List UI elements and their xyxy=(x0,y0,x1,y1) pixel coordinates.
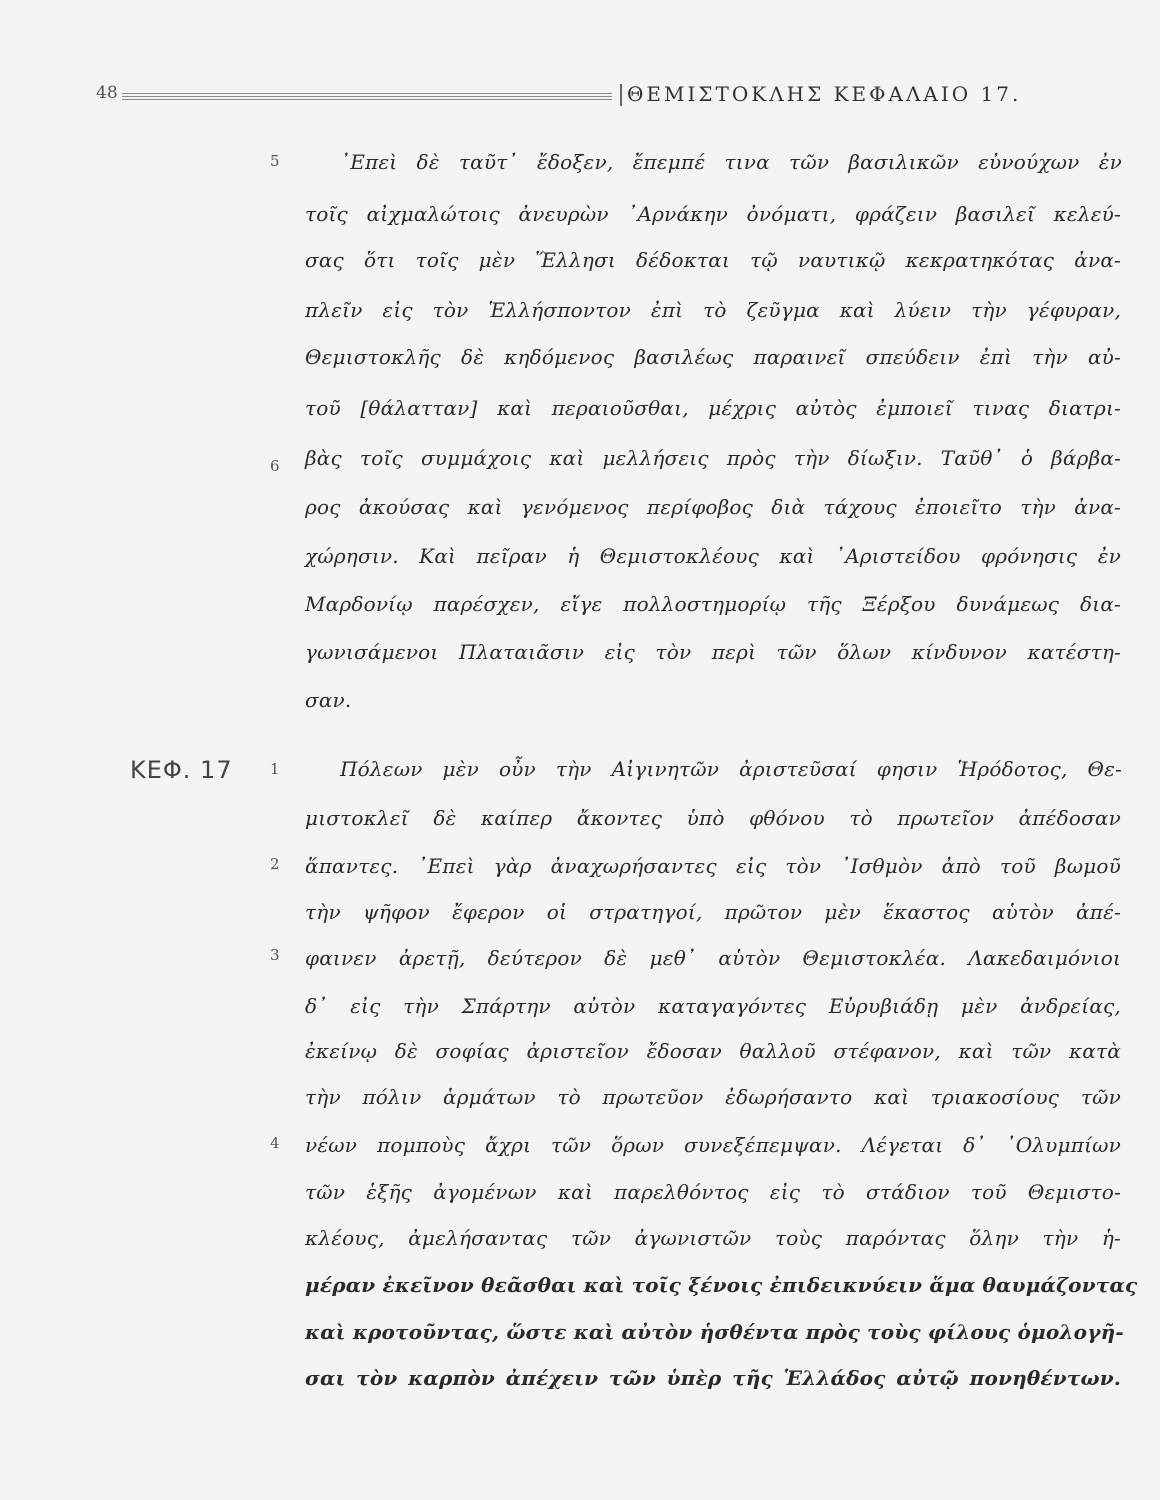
header-rule xyxy=(122,93,612,102)
margin-number: 5 xyxy=(270,152,280,170)
text-line: μιστοκλεῖ δὲ καίπερ ἄκοντες ὑπὸ φθόνου τὸ πρωτεῖον ἀπέδοσαν xyxy=(305,806,1121,830)
text-line: κλέους, ἀμελήσαντας τῶν ἀγωνιστῶν τοὺς παρόντας ὅλην τὴν ἡ- xyxy=(305,1226,1121,1250)
text-line: μέραν ἐκεῖνον θεᾶσθαι καὶ τοῖς ξένοις ἐπιδεικνύειν ἅμα θαυμάζοντας xyxy=(305,1273,1138,1297)
text-line: πλεῖν εἰς τὸν Ἑλλήσποντον ἐπὶ τὸ ζεῦγμα καὶ λύειν τὴν γέφυραν, xyxy=(305,298,1121,322)
page-number: 48 xyxy=(96,83,118,103)
text-line: φαινεν ἀρετῇ, δεύτερον δὲ μεθ᾿ αὑτὸν Θεμιστοκλέα. Λακεδαιμόνιοι xyxy=(305,946,1121,970)
text-line: βὰς τοῖς συμμάχοις καὶ μελλήσεις πρὸς τὴν δίωξιν. Ταῦθ᾿ ὁ βάρβα- xyxy=(305,446,1121,470)
margin-number: 4 xyxy=(270,1134,280,1152)
text-line: Πόλεων μὲν οὖν τὴν Αἰγινητῶν ἀριστεῦσαί φησιν Ἡρόδοτος, Θε- xyxy=(340,757,1122,781)
text-line: σαν. xyxy=(305,688,352,712)
text-line: νέων πομποὺς ἄχρι τῶν ὅρων συνεξέπεμψαν. Λέγεται δ᾿ ᾿Ολυμπίων xyxy=(305,1133,1121,1157)
running-title: ΘΕΜΙΣΤΟΚΛΗΣ ΚΕΦΑΛΑΙΟ 17. xyxy=(627,82,1022,106)
text-line: καὶ κροτοῦντας, ὥστε καὶ αὐτὸν ἡσθέντα πρὸς τοὺς φίλους ὁμολογῆ- xyxy=(305,1320,1124,1344)
text-line: Μαρδονίῳ παρέσχεν, εἴγε πολλοστημορίῳ τῆς Ξέρξου δυνάμεως δια- xyxy=(305,592,1121,616)
text-line: σαι τὸν καρπὸν ἀπέχειν τῶν ὑπὲρ τῆς Ἑλλάδος αὐτῷ πονηθέντων. xyxy=(305,1366,1121,1390)
margin-number: 1 xyxy=(270,760,280,778)
chapter-label: ΚΕΦ. 17 xyxy=(130,756,233,784)
text-line: ἅπαντες. ᾿Επεὶ γὰρ ἀναχωρήσαντες εἰς τὸν ᾿Ισθμὸν ἀπὸ τοῦ βωμοῦ xyxy=(305,854,1121,878)
text-line: τῶν ἑξῆς ἀγομένων καὶ παρελθόντος εἰς τὸ στάδιον τοῦ Θεμιστο- xyxy=(305,1180,1121,1204)
text-line: Θεμιστοκλῆς δὲ κηδόμενος βασιλέως παραινεῖ σπεύδειν ἐπὶ τὴν αὐ- xyxy=(305,345,1121,369)
margin-number: 2 xyxy=(270,855,280,873)
text-line: τὴν ψῆφον ἔφερον οἱ στρατηγοί, πρῶτον μὲν ἕκαστος αὑτὸν ἀπέ- xyxy=(305,900,1121,924)
text-line: τοῦ [θάλατταν] καὶ περαιοῦσθαι, μέχρις αὐτὸς ἐμποιεῖ τινας διατρι- xyxy=(305,396,1121,420)
text-line: ᾿Επεὶ δὲ ταῦτ᾿ ἔδοξεν, ἔπεμπέ τινα τῶν βασιλικῶν εὐνούχων ἐν xyxy=(340,150,1122,174)
text-line: τοῖς αἰχμαλώτοις ἀνευρὼν ᾿Αρνάκην ὀνόματι, φράζειν βασιλεῖ κελεύ- xyxy=(305,202,1121,226)
text-line: ἐκείνῳ δὲ σοφίας ἀριστεῖον ἔδοσαν θαλλοῦ στέφανον, καὶ τῶν κατὰ xyxy=(305,1039,1121,1063)
text-line: τὴν πόλιν ἁρμάτων τὸ πρωτεῦον ἐδωρήσαντο καὶ τριακοσίους τῶν xyxy=(305,1085,1121,1109)
text-line: γωνισάμενοι Πλαταιᾶσιν εἰς τὸν περὶ τῶν ὅλων κίνδυνον κατέστη- xyxy=(305,640,1121,664)
margin-number: 3 xyxy=(270,946,280,964)
text-line: χώρησιν. Καὶ πεῖραν ἡ Θεμιστοκλέους καὶ ᾿Αριστείδου φρόνησις ἐν xyxy=(305,544,1121,568)
text-line: σας ὅτι τοῖς μὲν Ἕλλησι δέδοκται τῷ ναυτικῷ κεκρατηκότας ἀνα- xyxy=(305,248,1121,272)
header-divider xyxy=(620,84,622,106)
margin-number: 6 xyxy=(270,457,280,475)
text-line: ρος ἀκούσας καὶ γενόμενος περίφοβος διὰ τάχους ἐποιεῖτο τὴν ἀνα- xyxy=(305,495,1121,519)
text-line: δ᾿ εἰς τὴν Σπάρτην αὐτὸν καταγαγόντες Εὐρυβιάδῃ μὲν ἀνδρείας, xyxy=(305,994,1121,1018)
